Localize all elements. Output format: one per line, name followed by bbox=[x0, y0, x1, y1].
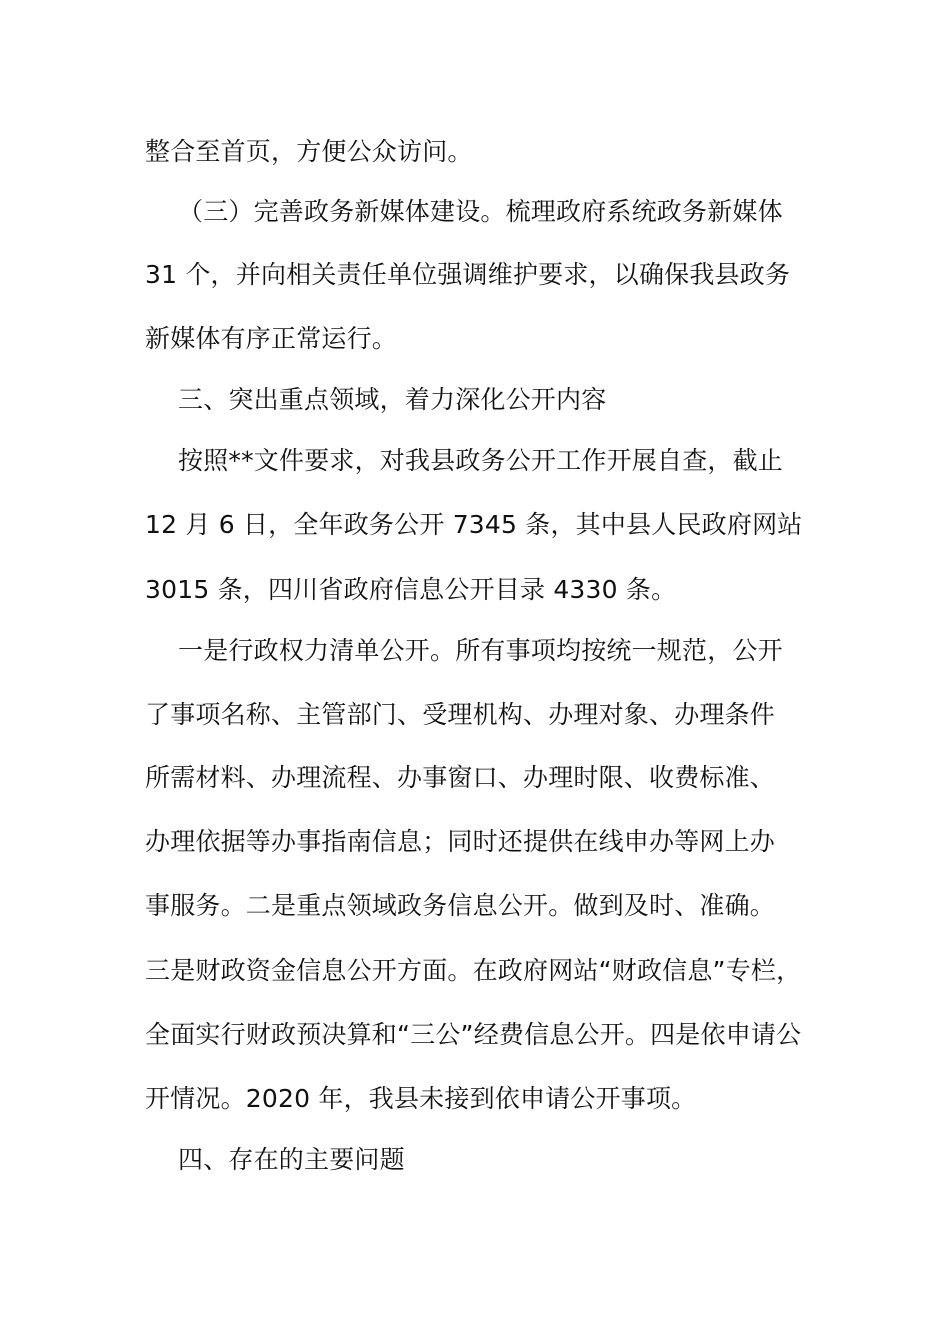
paragraph-line: 三是财政资金信息公开方面。在政府网站“财政信息”专栏， bbox=[145, 956, 802, 985]
paragraph-line: 整合至首页，方便公众访问。 bbox=[145, 137, 473, 166]
section-heading: 三、突出重点领域，着力深化公开内容 bbox=[178, 385, 607, 414]
paragraph-line: 所需材料、办理流程、办事窗口、办理时限、收费标准、 bbox=[145, 763, 776, 792]
paragraph-line: 新媒体有序正常运行。 bbox=[145, 324, 398, 353]
paragraph-line: 全面实行财政预决算和“三公”经费信息公开。四是依申请公 bbox=[145, 1020, 802, 1049]
paragraph-line: 了事项名称、主管部门、受理机构、办理对象、办理条件 bbox=[145, 700, 776, 729]
subsection-heading-line: （三）完善政务新媒体建设。梳理政府系统政务新媒体 bbox=[178, 197, 783, 226]
paragraph-line: 开情况。2020 年，我县未接到依申请公开事项。 bbox=[145, 1084, 697, 1113]
paragraph-line: 3015 条，四川省政府信息公开目录 4330 条。 bbox=[145, 575, 677, 604]
section-heading: 四、存在的主要问题 bbox=[178, 1145, 405, 1174]
paragraph-line: 按照**文件要求，对我县政务公开工作开展自查，截止 bbox=[178, 446, 784, 475]
paragraph-line: 事服务。二是重点领域政务信息公开。做到及时、准确。 bbox=[145, 891, 776, 920]
paragraph-line: 办理依据等办事指南信息；同时还提供在线申办等网上办 bbox=[145, 827, 776, 856]
paragraph-line: 31 个，并向相关责任单位强调维护要求，以确保我县政务 bbox=[145, 260, 791, 289]
paragraph-line: 一是行政权力清单公开。所有事项均按统一规范，公开 bbox=[178, 636, 783, 665]
paragraph-line: 12 月 6 日，全年政务公开 7345 条，其中县人民政府网站 bbox=[145, 510, 803, 539]
